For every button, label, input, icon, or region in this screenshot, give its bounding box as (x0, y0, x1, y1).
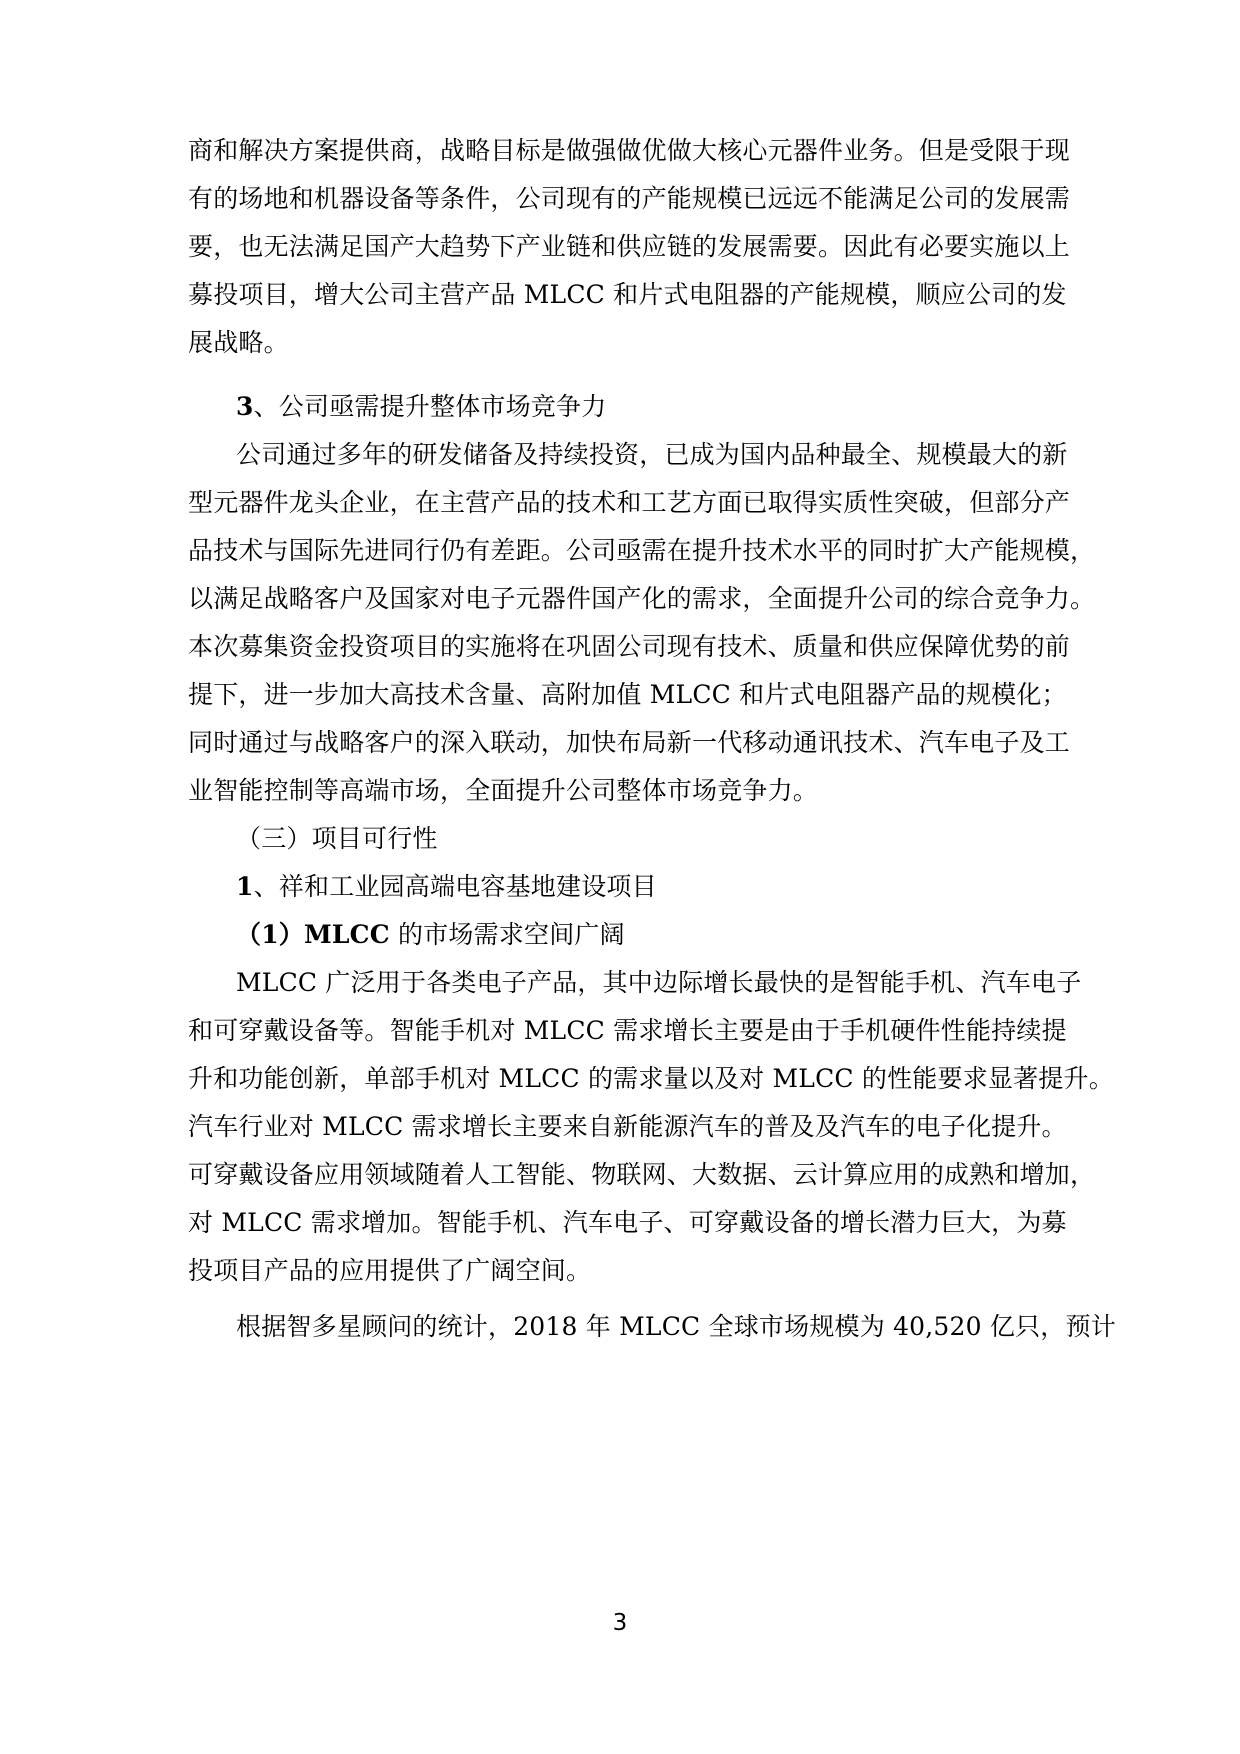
paragraph-line: 品技术与国际先进同行仍有差距。公司亟需在提升技术水平的同时扩大产能规模， (188, 536, 1096, 565)
paragraph-line: 汽车行业对 MLCC 需求增长主要来自新能源汽车的普及及汽车的电子化提升。 (188, 1112, 1067, 1141)
paragraph-line: 可穿戴设备应用领域随着人工智能、物联网、大数据、云计算应用的成熟和增加， (188, 1160, 1096, 1189)
heading-number: 1 (236, 872, 254, 901)
subheading-text: 的市场需求空间广阔 (389, 920, 625, 949)
subheading-prefix: （1） (236, 920, 304, 949)
heading-number: 3 (236, 392, 254, 421)
paragraph-line: 本次募集资金投资项目的实施将在巩固公司现有技术、质量和供应保障优势的前 (188, 632, 1071, 661)
subheading-mlcc-demand (236, 918, 625, 952)
paragraph-line: 型元器件龙头企业，在主营产品的技术和工艺方面已取得实质性突破，但部分产 (188, 488, 1071, 517)
paragraph-line: 要，也无法满足国产大趋势下产业链和供应链的发展需要。因此有必要实施以上 (188, 232, 1071, 261)
section-heading-3 (236, 390, 606, 424)
paragraph-line: 升和功能创新，单部手机对 MLCC 的需求量以及对 MLCC 的性能要求显著提升。 (188, 1064, 1114, 1093)
paragraph-line: 对 MLCC 需求增加。智能手机、汽车电子、可穿戴设备的增长潜力巨大，为募 (188, 1208, 1067, 1237)
paragraph-line: 募投项目，增大公司主营产品 MLCC 和片式电阻器的产能规模，顺应公司的发 (188, 280, 1067, 309)
paragraph-line: 投项目产品的应用提供了广阔空间。 (188, 1256, 592, 1285)
paragraph-line: 和可穿戴设备等。智能手机对 MLCC 需求增长主要是由于手机硬件性能持续提 (188, 1016, 1067, 1045)
paragraph-line: 有的场地和机器设备等条件，公司现有的产能规模已远远不能满足公司的发展需 (188, 184, 1071, 213)
heading-text: 、公司亟需提升整体市场竞争力 (253, 392, 607, 421)
paragraph-line: 提下，进一步加大高技术含量、高附加值 MLCC 和片式电阻器产品的规模化； (188, 680, 1067, 709)
paragraph-line: MLCC 广泛用于各类电子产品，其中边际增长最快的是智能手机、汽车电子 (236, 968, 1082, 997)
subheading-bold-term: MLCC (304, 920, 390, 949)
paragraph-line: 商和解决方案提供商，战略目标是做强做优做大核心元器件业务。但是受限于现 (188, 136, 1071, 165)
subsection-heading-1 (236, 870, 657, 904)
paragraph-line: 根据智多星顾问的统计，2018 年 MLCC 全球市场规模为 40,520 亿只，预计 (236, 1312, 1116, 1341)
document-page (188, 0, 1116, 1754)
paragraph-line: 以满足战略客户及国家对电子元器件国产化的需求，全面提升公司的综合竞争力。 (188, 584, 1096, 613)
paragraph-line: 业智能控制等高端市场，全面提升公司整体市场竞争力。 (188, 776, 819, 805)
paragraph-line: 公司通过多年的研发储备及持续投资，已成为国内品种最全、规模最大的新 (236, 440, 1068, 469)
heading-text: 、祥和工业园高端电容基地建设项目 (253, 872, 657, 901)
paragraph-line: 展战略。 (188, 328, 289, 357)
paragraph-line: 同时通过与战略客户的深入联动，加快布局新一代移动通讯技术、汽车电子及工 (188, 728, 1071, 757)
page-number: 3 (612, 1610, 628, 1636)
section-heading-feasibility: （三）项目可行性 (236, 824, 438, 853)
